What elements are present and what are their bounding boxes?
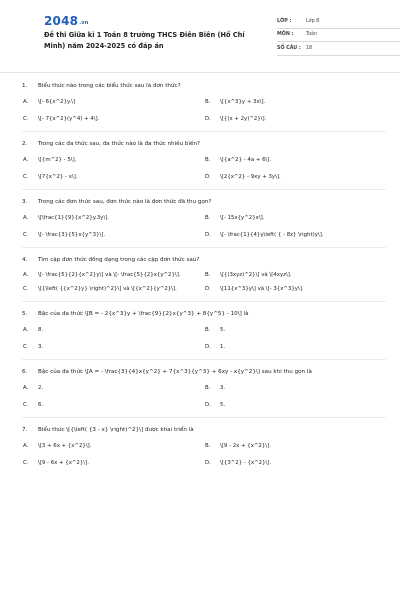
option-letter: B. (205, 385, 211, 391)
question-number: 2. (22, 141, 28, 147)
option-letter: C. (23, 402, 29, 408)
info-label: LỚP : (277, 18, 292, 24)
option-letter: C. (23, 174, 29, 180)
option-d[interactable] (204, 115, 386, 123)
option-letter: B. (205, 157, 211, 163)
question-stem (22, 256, 386, 264)
option-letter: A. (23, 215, 29, 221)
option-d[interactable] (204, 459, 386, 467)
option-a[interactable] (22, 326, 204, 334)
option-letter: C. (23, 232, 29, 238)
option-b[interactable] (204, 442, 386, 450)
option-text: 5. (220, 327, 226, 333)
question-number: 7. (22, 427, 28, 433)
question-number: 3. (22, 199, 28, 205)
option-text: 1. (220, 344, 226, 350)
question-text: Bậc của đa thức \[A = - \frac{3}{4}x{y^2} + 7{x^3}{y^3} + 6xy - x{y^2}\] sau khi thu gọn là (38, 369, 312, 375)
info-value: Lớp 8 (306, 18, 320, 24)
info-row-question-count (277, 42, 400, 56)
question-stem (22, 426, 386, 434)
option-text: \[11{x^3}y\] và \[- 3{x^3}y\]. (220, 286, 304, 292)
question-text: Trong các đa thức sau, đa thức nào là đa thức nhiều biến? (38, 141, 200, 147)
option-text: \[- \frac{3}{5}x{y^3}\]. (38, 232, 106, 238)
option-text: \[{m^2} - 5\]. (38, 157, 77, 163)
page-header (22, 0, 386, 72)
option-text: \[9 - 6x + {x^2}\]. (38, 460, 89, 466)
option-letter: D. (205, 460, 211, 466)
option-b[interactable] (204, 326, 386, 334)
option-a[interactable] (22, 156, 204, 164)
question-text: Biểu thức \[{\left( {3 - x} \right)^2}\] được khai triển là (38, 427, 194, 433)
question-number: 1. (22, 83, 28, 89)
options-grid (22, 214, 386, 239)
info-row-subject (277, 29, 400, 43)
question-number: 5. (22, 311, 28, 317)
option-text: 5. (220, 402, 226, 408)
option-b[interactable] (204, 156, 386, 164)
info-label: MÔN : (277, 32, 294, 38)
option-a[interactable] (22, 214, 204, 222)
logo-text: 2048 (44, 14, 79, 28)
option-text: \[{(3xyz)^2}\] và \[4xyz\]. (220, 272, 292, 278)
option-d[interactable] (204, 173, 386, 181)
option-text: \[7{x^2} - x\]. (38, 174, 78, 180)
option-text: \[{3^2} - {x^2}\]. (220, 460, 272, 466)
question-stem (22, 310, 386, 318)
option-d[interactable] (204, 343, 386, 351)
question-7 (22, 418, 386, 473)
option-b[interactable] (204, 384, 386, 392)
option-d[interactable] (204, 401, 386, 409)
option-text: \[- \frac{5}{2}{x^2}y\] và \[- \frac{5}{2}x{y^2}\]. (38, 272, 181, 278)
options-grid (22, 98, 386, 123)
question-3 (22, 190, 386, 248)
option-letter: B. (205, 99, 211, 105)
question-stem (22, 198, 386, 206)
option-letter: A. (23, 272, 29, 278)
option-text: \[{x^3}y + 3x\]. (220, 99, 266, 105)
option-letter: D. (205, 286, 211, 292)
option-text: 3. (38, 344, 44, 350)
logo-tld: .vn (79, 20, 89, 26)
option-letter: C. (23, 286, 29, 292)
question-1 (22, 72, 386, 132)
option-letter: D. (205, 232, 211, 238)
exam-info-box (277, 15, 400, 56)
question-5 (22, 302, 386, 360)
option-letter: D. (205, 174, 211, 180)
option-text: 6. (38, 402, 44, 408)
option-letter: A. (23, 385, 29, 391)
option-a[interactable] (22, 271, 204, 279)
info-value: 18 (306, 45, 313, 51)
option-text: \[3 + 6x + {x^2}\]. (38, 443, 92, 449)
question-6 (22, 360, 386, 418)
option-text: \[2{x^2} - 9xy + 3y\]. (220, 174, 281, 180)
option-a[interactable] (22, 384, 204, 392)
option-d[interactable] (204, 231, 386, 239)
option-d[interactable] (204, 285, 386, 293)
option-text: \[{a^2} - 4a + 6\]. (220, 157, 272, 163)
question-stem (22, 82, 386, 90)
option-text: \[- 6{x^2}y.\] (38, 99, 76, 105)
question-text: Trong các đơn thức sau, đơn thức nào là đơn thức đã thu gọn? (38, 199, 212, 205)
option-a[interactable] (22, 98, 204, 106)
option-text: 3. (220, 385, 226, 391)
option-b[interactable] (204, 214, 386, 222)
option-a[interactable] (22, 442, 204, 450)
options-grid (22, 326, 386, 351)
options-grid (22, 156, 386, 181)
option-c[interactable] (22, 459, 204, 467)
option-letter: D. (205, 116, 211, 122)
option-c[interactable] (22, 173, 204, 181)
option-letter: C. (23, 344, 29, 350)
option-letter: D. (205, 344, 211, 350)
exam-title: Đề thi Giữa kì 1 Toán 8 trường THCS Điên Biên (Hồ Chí Minh) năm 2024-2025 có đáp án (44, 31, 245, 50)
site-logo[interactable] (44, 14, 89, 28)
option-letter: C. (23, 460, 29, 466)
options-grid (22, 384, 386, 409)
option-b[interactable] (204, 271, 386, 279)
option-c[interactable] (22, 115, 204, 123)
option-letter: D. (205, 402, 211, 408)
option-letter: A. (23, 99, 29, 105)
option-letter: B. (205, 443, 211, 449)
question-2 (22, 132, 386, 190)
options-grid (22, 442, 386, 467)
option-c[interactable] (22, 231, 204, 239)
question-4 (22, 248, 386, 302)
option-text: \[- \frac{1}{4}y\left( { - 8z} \right)y\]. (220, 232, 324, 238)
option-letter: A. (23, 443, 29, 449)
option-c[interactable] (22, 285, 204, 293)
info-value: Toán (306, 32, 318, 38)
option-letter: A. (23, 157, 29, 163)
option-text: \[9 - 2x + {x^2}\]. (220, 443, 271, 449)
option-c[interactable] (22, 343, 204, 351)
option-text: 8. (38, 327, 44, 333)
question-stem (22, 368, 386, 376)
option-letter: C. (23, 116, 29, 122)
question-list (22, 72, 386, 473)
option-text: \[\frac{1}{9}{x^2}y.3y\]. (38, 215, 110, 221)
question-text: Biểu thức nào trong các biểu thức sau là đơn thức? (38, 83, 181, 89)
question-number: 6. (22, 369, 28, 375)
options-grid (22, 271, 386, 293)
option-text: \[- 7{x^2}(y^4) + 4\]. (38, 116, 100, 122)
question-text: Bậc của đa thức \[B = - 2{x^3}y + \frac{9}{2}x{y^3} + 8{y^5} - 10\] là (38, 311, 249, 317)
info-label: SỐ CÂU : (277, 45, 301, 51)
option-c[interactable] (22, 401, 204, 409)
option-text: \[- 15x{y^2}x\]. (220, 215, 265, 221)
option-letter: B. (205, 215, 211, 221)
question-stem (22, 140, 386, 148)
option-text: 2. (38, 385, 44, 391)
option-letter: A. (23, 327, 29, 333)
option-letter: B. (205, 327, 211, 333)
option-text: \[{(x + 2y)^2}\]. (220, 116, 267, 122)
option-letter: B. (205, 272, 211, 278)
info-row-class (277, 15, 400, 29)
option-b[interactable] (204, 98, 386, 106)
option-text: \[{\left( {{x^2}y} \right)^2}\] và \[{x^2}{y^2}\]. (38, 286, 177, 292)
question-number: 4. (22, 257, 28, 263)
question-text: Tìm cặp đơn thức đồng dạng trong các cặp đơn thức sau? (38, 257, 200, 263)
